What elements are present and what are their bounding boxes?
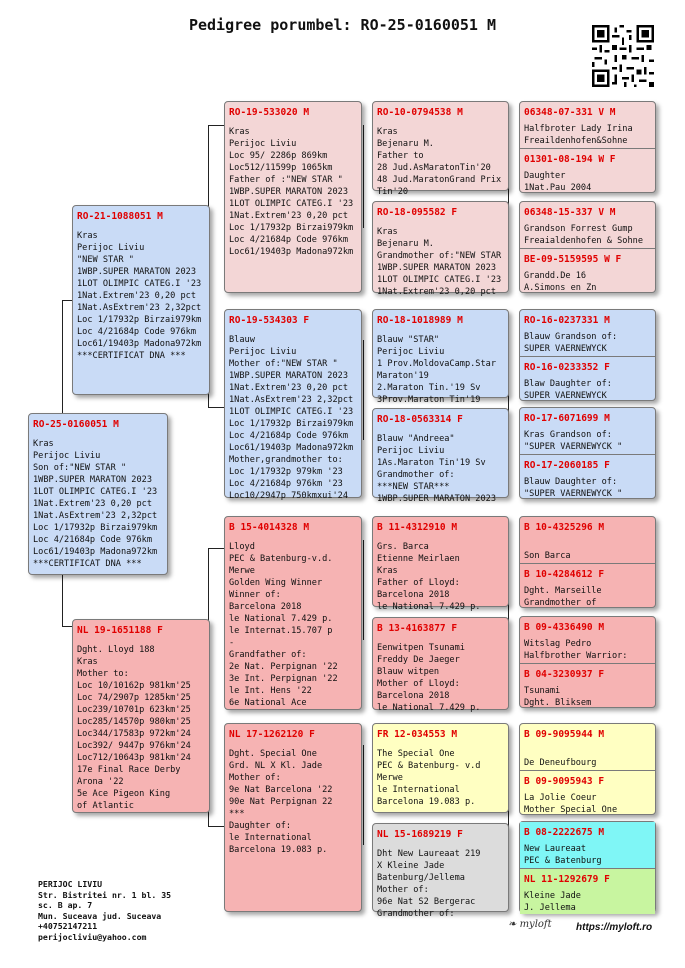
g5-card-4[interactable] [519,407,656,499]
pigeon-details [524,429,651,453]
ring-number: B 13-4163877 F [377,623,458,634]
detail-line: "SUPER VAERNEWYCK " [524,489,623,499]
connector-line [363,540,364,640]
pigeon-details [524,270,651,294]
ring-number: 06348-07-331 V M [524,107,616,118]
detail-line: 1Nat.AsExtrem'23 2,32pct [229,395,354,405]
ring-number: B 08-2222675 M [524,827,605,838]
detail-line: Mother of:"NEW STAR " [229,359,338,369]
pigeon-details [229,748,357,856]
detail-line: ***CERTIFICAT DNA *** [33,559,142,569]
detail-line: Dght. Special One [229,749,317,759]
detail-line: 1 Prov.MoldovaCamp.Star [377,359,496,369]
detail-line: Loc61/19403p Madona972km [33,547,158,557]
detail-line: Loc 4/21684p Code 976km [33,535,152,545]
ring-number: RO-19-533020 M [229,107,310,118]
g5-entry [520,408,655,454]
detail-line: Merwe [229,566,255,576]
detail-line: 90e Nat Perpignan 22 [229,797,333,807]
detail-line: Perijoc Liviu [377,446,445,456]
sire-card[interactable] [72,205,210,395]
detail-line: Arona '22 [77,777,124,787]
detail-line: Loc 10/10162p 981km'25 [77,681,191,691]
pigeon-details [229,541,357,709]
detail-line: Mother of Lloyd: [377,679,460,689]
detail-line: Freddy De Jaeger [377,655,460,665]
sire-sire-card[interactable] [224,101,362,293]
pigeon-details [377,334,504,406]
detail-line: 1LOT OLIMPIC CATEG.I '23 [229,199,354,209]
detail-line: 1LOT OLIMPIC CATEG.I '23 [229,407,354,417]
detail-line: Loc 1/17932p Birzai979km [33,523,158,533]
detail-line: +40752147211 [38,921,98,931]
g5-entry [520,822,655,868]
detail-line: Loc 74/2907p 1285km'25 [77,693,191,703]
g5-entry [520,517,655,563]
detail-line: Loc 1/17932p Birzai979km [77,315,202,325]
detail-line: 17e Final Race Derby [77,765,181,775]
detail-line: Merwe [377,773,403,783]
detail-line: Maraton'19 [377,371,429,381]
ring-number: RO-10-0794538 M [377,107,463,118]
detail-line: 1WBP.SUPER MARATON 2023 [377,263,496,273]
detail-line: SUPER VAERNEWYCK [524,391,607,401]
ring-number: B 11-4312910 M [377,522,458,533]
detail-line: Mother Special One [524,805,618,815]
pigeon-details [524,476,651,500]
detail-line: Kras [377,566,398,576]
pigeon-details [377,226,504,298]
detail-line: 1Nat.Extrem'23 0,20 pct [33,499,152,509]
detail-line: Daughter of: [229,821,292,831]
ring-number: RO-21-1088051 M [77,211,163,222]
g5-card-2[interactable] [519,201,656,293]
detail-line: J. Jellema [524,903,576,913]
detail-line: A.Simons en Zn [524,283,597,293]
detail-line: Perijoc Liviu [33,451,101,461]
detail-line: 1Nat.Extrem'23 0,20 pct [229,211,348,221]
detail-line: De Deneufbourg [524,758,597,768]
detail-line: Dght. Marseille [524,586,602,596]
ring-number: RO-16-0233352 F [524,362,610,373]
detail-line: Kras Grandson of: [524,430,612,440]
subject-pigeon-card[interactable] [28,413,168,575]
detail-line: Batenburg/Jellema [377,873,465,883]
detail-line: Loc61/19403p Madona972km [229,443,354,453]
detail-line: Halfbrother Warrior: [524,651,628,661]
pigeon-details [229,126,357,258]
connector-line [208,826,224,827]
detail-line: Loc392/ 9447p 976km'24 [77,741,191,751]
ring-number: RO-18-0563314 F [377,414,463,425]
website-link[interactable]: https://myloft.ro [576,922,653,933]
detail-line: *** [229,809,245,819]
pigeon-details [77,230,205,362]
detail-line: Loc285/14570p 980km'25 [77,717,191,727]
pigeon-details [524,745,651,769]
g5-entry [520,454,655,500]
detail-line: Kras [229,127,250,137]
detail-line: Loc 1/17932p Birzai979km [229,419,354,429]
detail-line: 3Prov.Maraton Tin'19 [377,395,481,405]
detail-line: Barcelona 2018 [229,602,302,612]
detail-line: Blauw witpen [377,667,440,677]
connector-line [208,125,224,126]
detail-line: Grandmother of:"NEW STAR [377,251,502,261]
detail-line: Barcelona 19.083 p. [377,797,476,807]
g5-entry [520,868,655,914]
detail-line: le Internat.15.707 p [229,626,333,636]
detail-line: Loc 1/17932p 979km '23 [229,467,343,477]
detail-line: 1Nat.AsExtrem'23 2,32pct [33,511,158,521]
ring-number: RO-18-095582 F [377,207,458,218]
detail-line: Loc10/2947p 750kmxui'24 [229,491,348,501]
ring-number: BE-09-5159595 W F [524,254,622,265]
logo-text: myloft [519,919,552,930]
detail-line [524,745,651,757]
detail-line: Halfbroter Lady Irina [524,124,633,134]
detail-line: PERIJOC LIVIU [38,879,103,889]
detail-line: Perijoc Liviu [229,139,297,149]
detail-line: 1Nat.AsExtrem'23 2,32pct [77,303,202,313]
sire-dam-card[interactable] [224,309,362,501]
ssd-card[interactable] [372,201,509,297]
g5-entry [520,617,655,663]
dam-dam-card[interactable] [224,723,362,912]
detail-line: Barcelona 2018 [377,590,450,600]
ring-number: NL 19-1651188 F [77,625,163,636]
detail-line: Freaildenhofen&Sohne [524,136,628,146]
g5-entry [520,102,655,148]
detail-line: Grd. NL X Kl. Jade [229,761,323,771]
ring-number: RO-17-2060185 F [524,460,610,471]
detail-line: Etienne Meirlaen [377,554,460,564]
detail-line: Blaw Daughter of: [524,379,612,389]
detail-line: Loc 4/21684p Code 976km [77,327,196,337]
ring-number: 01301-08-194 W F [524,154,616,165]
sss-card[interactable] [372,101,509,197]
detail-line: 1Nat.Pau 2004 [524,183,592,193]
g5-card-6[interactable] [519,616,656,708]
detail-line: le National 7.429 p. [229,614,333,624]
bird-icon: ❧ [508,919,517,930]
myloft-logo [508,919,552,930]
detail-line: le International [377,785,460,795]
detail-line: Loc512/11599p 1065km [229,163,333,173]
detail-line: Loc61/19403p Madona972km [77,339,202,349]
detail-line: Blauw Grandson of: [524,332,618,342]
ring-number: RO-16-0237331 M [524,315,610,326]
detail-line: Barcelona 2018 [377,691,450,701]
ddd-card[interactable] [372,823,509,919]
detail-line: Son Barca [524,551,571,561]
page-title: Pedigree porumbel: RO-25-0160051 M [188,16,497,34]
g5-card-1[interactable] [519,101,656,193]
pigeon-details [524,585,651,609]
detail-line: 6e National Ace [229,698,307,708]
detail-line: Barcelona 19.083 p. [229,845,328,855]
pigeon-details [524,123,651,147]
detail-line: "NEW STAR " [77,255,134,265]
ring-number: NL 15-1689219 F [377,829,463,840]
pigeon-details [377,748,504,808]
detail-line: Loc 4/21684p Code 976km [229,431,348,441]
ring-number: B 15-4014328 M [229,522,310,533]
detail-line: 2.Maraton Tin.'19 Sv [377,383,481,393]
detail-line: Mother to: [77,669,129,679]
detail-line: Str. Bistritei nr. 1 bl. 35 [38,889,172,900]
g5-card-8[interactable] [519,821,656,913]
detail-line: 1WBP.SUPER MARATON 2023 [377,494,496,504]
pigeon-details [524,792,651,816]
detail-line: le Int. Hens '22 [229,686,312,696]
pigeon-details [377,433,504,505]
detail-line: Grandd.De 16 [524,271,587,281]
detail-line: Grandmother of: [377,909,455,919]
detail-line: 1Nat.Extrem'23 0,20 pct [77,291,196,301]
detail-line: Blauw [229,335,255,345]
g5-entry [520,202,655,248]
detail-line: Dght. Bliksem [524,698,592,708]
detail-line: Kras [377,127,398,137]
detail-line: - [229,638,235,648]
detail-line: Golden Wing Winner [229,578,323,588]
detail-line: 48 Jud.MaratonGrand Prix [377,175,502,185]
g5-entry [520,148,655,194]
detail-line: Loc344/17583p 972km'24 [77,729,191,739]
connector-line [208,548,224,549]
detail-line: SUPER VAERNEWYCK [524,344,607,354]
ring-number: RO-17-6071699 M [524,413,610,424]
ring-number: FR 12-034553 M [377,729,458,740]
detail-line: Loc 4/21684p Code 976km [229,235,348,245]
detail-line: Dght. Lloyd 188 [77,645,155,655]
detail-line: ***NEW STAR*** [377,482,450,492]
detail-line: The Special One [377,749,455,759]
ring-number: RO-19-534303 F [229,315,310,326]
detail-line: 1As.Maraton Tin'19 Sv [377,458,486,468]
ring-number: B 10-4284612 F [524,569,605,580]
g5-entry [520,563,655,609]
detail-line: le National 7.429 p. [377,703,481,713]
qr-code-icon [592,25,654,87]
detail-line: Grandmother of: [377,470,455,480]
detail-line: New Laureaat [524,844,587,854]
detail-line: Kras [77,657,98,667]
detail-line: PEC & Batenburg- v.d [377,761,481,771]
detail-line: La Jolie Coeur [524,793,597,803]
ring-number: NL 11-1292679 F [524,874,610,885]
ring-number: RO-18-1018989 M [377,315,463,326]
detail-line: Mother,grandmother to: [229,455,343,465]
ring-number: B 09-9095943 F [524,776,605,787]
detail-line: Grs. Barca [377,542,429,552]
g5-card-7[interactable] [519,723,656,815]
connector-line [62,626,72,627]
g5-entry [520,310,655,356]
detail-line: 1LOT OLIMPIC CATEG.I '23 [77,279,202,289]
detail-line: Father to [377,151,424,161]
detail-line: PEC & Batenburg [524,856,602,866]
detail-line: Mun. Suceava jud. Suceava [38,910,162,921]
detail-line: Blauw "Andreea" [377,434,455,444]
detail-line: le International [229,833,312,843]
detail-line: Perijoc Liviu [377,347,445,357]
detail-line: Daughter [524,171,566,181]
connector-line [62,300,72,301]
detail-line: 1WBP.SUPER MARATON 2023 [229,187,348,197]
ring-number: B 09-9095944 M [524,729,605,740]
detail-line: Mother of: [229,773,281,783]
pigeon-details [524,685,651,709]
g5-entry [520,770,655,816]
detail-line: perijocliviu@yahoo.com [38,931,147,942]
g5-entry [520,356,655,402]
detail-line: Kleine Jade [524,891,581,901]
detail-line: Blauw "STAR" [377,335,440,345]
dam-card[interactable] [72,619,210,813]
pigeon-details [524,170,651,194]
detail-line: 96e Nat S2 Bergerac [377,897,476,907]
pigeon-details [377,541,504,613]
dam-sire-card[interactable] [224,516,362,710]
detail-line: Loc 4/21684p 976km '23 [229,479,343,489]
detail-line: 1WBP.SUPER MARATON 2023 [33,475,152,485]
detail-line: of Atlantic [77,801,134,811]
detail-line: X Kleine Jade [377,861,445,871]
detail-line: PEC & Batenburg-v.d. [229,554,333,564]
pigeon-details [524,538,651,562]
g5-entry [520,663,655,709]
detail-line: Loc61/19403p Madona972km [229,247,354,257]
detail-line: Loc 95/ 2286p 869km [229,151,328,161]
pigeon-details [33,438,163,570]
detail-line: Grandfather of: [229,650,307,660]
detail-line: 28 Jud.AsMaratonTin'20 [377,163,491,173]
detail-line: Loc239/10701p 623km'25 [77,705,191,715]
connector-line [363,340,364,440]
detail-line: 5e Ace Pigeon King [77,789,171,799]
pigeon-details [524,378,651,402]
g5-entry [520,248,655,294]
pigeon-details [524,843,651,867]
detail-line: 1WBP.SUPER MARATON 2023 [229,371,348,381]
pigeon-details [377,642,504,714]
pigeon-details [524,331,651,355]
detail-line: Winner of: [229,590,281,600]
detail-line: 9e Nat Barcelona '22 [229,785,333,795]
sds-card[interactable] [372,309,509,405]
detail-line: Kras [77,231,98,241]
pigeon-details [524,638,651,662]
pigeon-details [377,126,504,198]
detail-line: le National 7.429 p. [377,602,481,612]
detail-line: Perijoc Liviu [77,243,145,253]
detail-line: Tsunami [524,686,561,696]
sdd-card[interactable] [372,408,509,504]
detail-line: 3e Int. Perpignan '22 [229,674,338,684]
pigeon-details [77,644,205,812]
dsd-card[interactable] [372,617,509,713]
dds-card[interactable] [372,723,509,813]
detail-line: Lloyd [229,542,255,552]
connector-line [363,125,364,228]
detail-line: 1LOT OLIMPIC CATEG.I '23 [377,275,502,285]
detail-line: 1Nat.Extrem'23 0,20 pct [229,383,348,393]
ring-number: B 04-3230937 F [524,669,605,680]
detail-line: Bejenaru M. [377,239,434,249]
pigeon-details [229,334,357,502]
detail-line: Grandson Forrest Gump [524,224,633,234]
detail-line: Blauw Daughter of: [524,477,618,487]
detail-line: Father of :"NEW STAR " [229,175,343,185]
detail-line: Dht New Laureaat 219 [377,849,481,859]
g5-card-3[interactable] [519,309,656,401]
ring-number: B 09-4336490 M [524,622,605,633]
connector-line [208,407,224,408]
detail-line: 1Nat.Extrem'23 0,20 pct [377,287,496,297]
detail-line: "SUPER VAERNEWYCK " [524,442,623,452]
g5-card-5[interactable] [519,516,656,608]
pigeon-details [524,890,651,914]
detail-line: Kras [33,439,54,449]
detail-line: Freaialdenhofen & Sohne [524,236,643,246]
detail-line: Mother of: [377,885,429,895]
detail-line: Tin'20 [377,187,409,197]
owner-contact [38,879,171,942]
detail-line: Son of:"NEW STAR " [33,463,127,473]
detail-line: 1WBP.SUPER MARATON 2023 [77,267,196,277]
detail-line [524,538,651,550]
detail-line: Kras [377,227,398,237]
detail-line: Eenwitpen Tsunami [377,643,465,653]
detail-line: Father of Lloyd: [377,578,460,588]
ring-number: 06348-15-337 V M [524,207,616,218]
ring-number: NL 17-1262120 F [229,729,315,740]
ring-number: B 10-4325296 M [524,522,605,533]
detail-line: Bejenaru M. [377,139,434,149]
detail-line: 1LOT OLIMPIC CATEG.I '23 [33,487,158,497]
detail-line: 2e Nat. Perpignan '22 [229,662,338,672]
detail-line: sc. B ap. 7 [38,900,93,910]
detail-line: Witslag Pedro [524,639,592,649]
pigeon-details [377,848,504,920]
detail-line: Loc 1/17932p Birzai979km [229,223,354,233]
pigeon-details [524,223,651,247]
ring-number: RO-25-0160051 M [33,419,119,430]
detail-line: Loc712/10643p 981km'24 [77,753,191,763]
detail-line: ***CERTIFICAT DNA *** [77,351,186,361]
connector-line [363,745,364,845]
g5-entry [520,724,655,770]
detail-line: Grandmother of [524,598,597,608]
detail-line: Perijoc Liviu [229,347,297,357]
dss-card[interactable] [372,516,509,612]
